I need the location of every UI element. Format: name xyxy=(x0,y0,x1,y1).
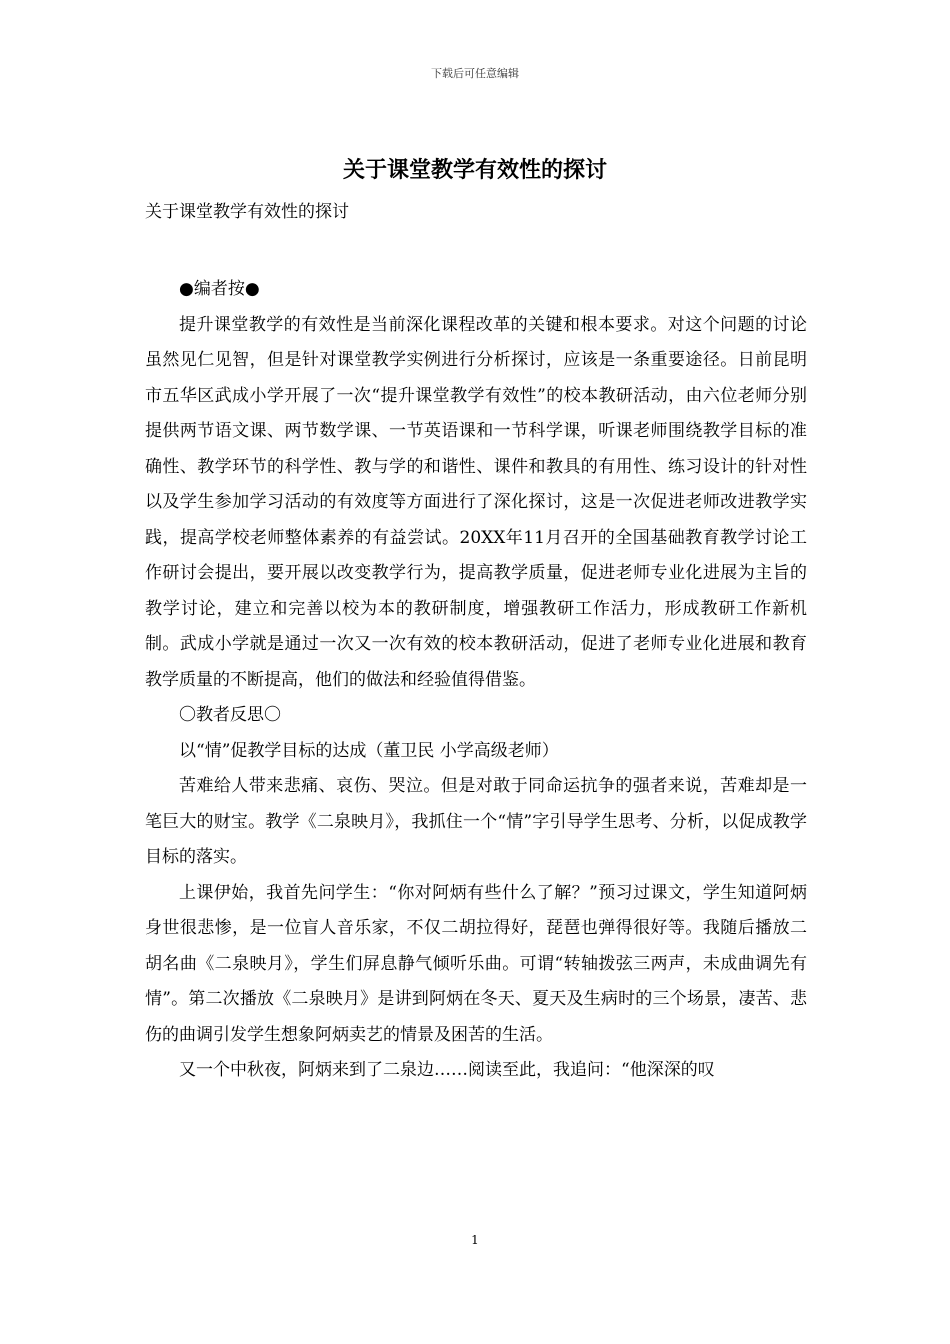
page-number: 1 xyxy=(471,1233,479,1247)
article-subheading: 以“情”促教学目标的达成（董卫民 小学高级老师） xyxy=(179,740,559,761)
document-subtitle: 关于课堂教学有效性的探讨 xyxy=(145,202,349,222)
paragraph: 上课伊始，我首先问学生：“你对阿炳有些什么了解？”预习过课文，学生知道阿炳身世很悲惨，是一位盲人音乐家，不仅二胡拉得好，琵琶也弹得很好等。我随后播放二胡名曲《二泉映月》，学生们屏息静气倾听乐曲。可谓“转轴拨弦三两声，未成曲调先有情”。第二次播放《二泉映月》是讲到阿炳在冬天、夏天及生病时的三个场景，凄苦、悲伤的曲调引发学生想象阿炳卖艺的情景及困苦的生活。 xyxy=(145,882,807,1045)
document-title: 关于课堂教学有效性的探讨 xyxy=(342,157,607,183)
paragraph: 又一个中秋夜，阿炳来到了二泉边……阅读至此，我追问：“他深深的叹 xyxy=(179,1060,715,1080)
document-body xyxy=(145,272,807,1089)
section-heading-teacher-reflection: 〇教者反思〇 xyxy=(179,705,281,725)
paragraph: 苦难给人带来悲痛、哀伤、哭泣。但是对敢于同命运抗争的强者来说，苦难却是一笔巨大的财宝。教学《二泉映月》，我抓住一个“情”字引导学生思考、分析，以促成教学目标的落实。 xyxy=(145,776,807,867)
page-header-note: 下载后可任意编辑 xyxy=(431,67,519,80)
paragraph: 提升课堂教学的有效性是当前深化课程改革的关键和根本要求。对这个问题的讨论虽然见仁见智，但是针对课堂教学实例进行分析探讨，应该是一条重要途径。日前昆明市五华区武成小学开展了一次“提升课堂教学有效性”的校本教研活动，由六位老师分别提供两节语文课、两节数学课、一节英语课和一节科学课，听课老师围绕教学目标的准确性、教学环节的科学性、教与学的和谐性、课件和教具的有用性、练习设计的针对性以及学生参加学习活动的有效度等方面进行了深化探讨，这是一次促进老师改进教学实践，提高学校老师整体素养的有益尝试。20XX年11月召开的全国基础教育教学讨论工作研讨会提出，要开展以改变教学行为，提高教学质量，促进老师专业化进展为主旨的教学讨论，建立和完善以校为本的教研制度，增强教研工作活力，形成教研工作新机制。武成小学就是通过一次又一次有效的校本教研活动，促进了老师专业化进展和教育教学质量的不断提高，他们的做法和经验值得借鉴。 xyxy=(145,314,807,690)
section-heading-editor-note: ●编者按● xyxy=(179,279,260,299)
